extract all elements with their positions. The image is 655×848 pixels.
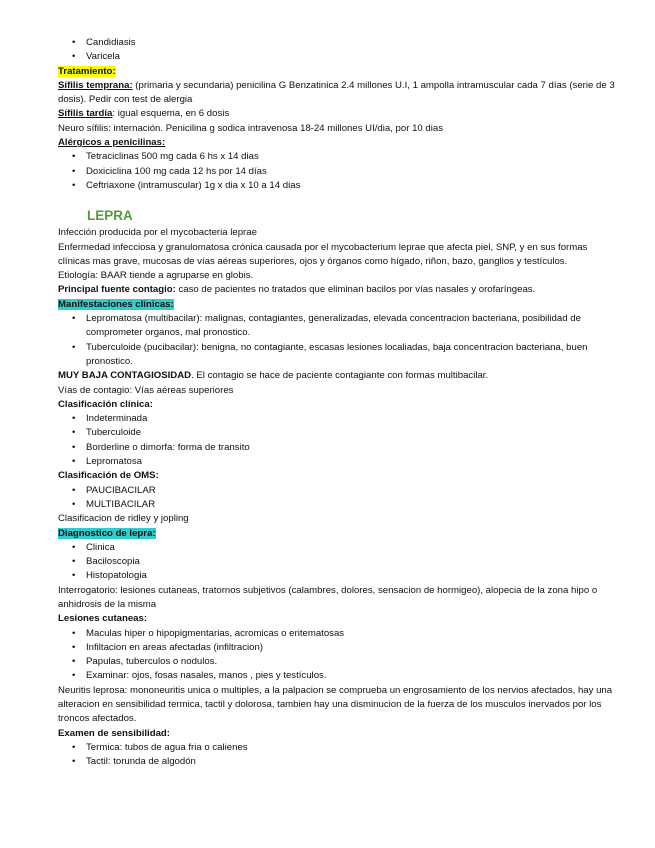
neuritis-paragraph: Neuritis leprosa: mononeuritis unica o multiples, a la palpacion se comprueba un engrosamiento de los nervios afectados, hay una alteracion en sensibilidad termica, tactil y dolorosa, tambien hay una disminucion de la fuerza de los musculos inervados por los troncos afectados.	[58, 684, 613, 725]
list-item: • Tetraciclinas 500 mg cada 6 hs x 14 dias	[86, 150, 615, 164]
sifilis-tardia-label: Sífilis tardía	[58, 108, 113, 120]
muy-baja-label: MUY BAJA CONTAGIOSIDAD	[58, 370, 192, 382]
lepra-intro-2: Enfermedad infecciosa y granulomatosa crónica causada por el mycobacterium leprae que afecta piel, SNP, y en sus formas clínicas mas grave, mucosas de vías aéreas superiores, ojos y órganos como hígado, riñon, bazo, ganglios y testículos.	[58, 241, 588, 267]
clasif-oms-list	[58, 484, 615, 513]
top-list	[58, 36, 615, 65]
tratamiento-heading	[58, 65, 615, 79]
diagnostico-heading-text: Diagnostico de lepra:	[58, 527, 156, 539]
list-item: • Candidiasis	[86, 36, 615, 50]
list-item: • Infiltacion en areas afectadas (infiltracion)	[86, 641, 615, 655]
manifestaciones-list	[58, 312, 615, 369]
examen-list	[58, 741, 615, 770]
alergicos-heading	[58, 136, 615, 150]
lesiones-heading: Lesiones cutaneas:	[58, 613, 148, 625]
list-item: • Tactil: torunda de algodón	[86, 755, 615, 769]
sifilis-temprana-paragraph	[58, 79, 615, 108]
sifilis-temprana-text: (primaria y secundaria) penicilina G Benzatinica 2.4 millones U.I, 1 ampolla intramuscular cada 7 días (serie de 3 dosis). Pedir con test de alergia	[58, 79, 615, 106]
sifilis-temprana-label: Sífilis temprana:	[58, 79, 133, 91]
clasif-oms-heading: Clasificación de OMS:	[58, 470, 159, 482]
list-item: • Clinica	[86, 541, 615, 555]
list-item: • Varicela	[86, 50, 615, 64]
list-item: • Indeterminada	[86, 412, 615, 426]
muy-baja-text: . El contagio se hace de paciente contagiante con formas multibacilar.	[191, 370, 489, 382]
diagnostico-heading	[58, 527, 615, 541]
list-item: • Histopatologia	[86, 569, 615, 583]
list-item: • Termica: tubos de agua fria o calienes	[86, 741, 615, 755]
sifilis-tardia-paragraph	[58, 107, 615, 121]
manifestaciones-heading	[58, 298, 615, 312]
list-item: • Tuberculoide	[86, 426, 615, 440]
sifilis-tardia-text: : igual esquema, en 6 dosis	[112, 108, 230, 120]
etiologia-paragraph: Etiología: BAAR tiende a agruparse en globis.	[58, 270, 254, 282]
interrogatorio-paragraph: Interrogatorio: lesiones cutaneas, tratornos subjetivos (calambres, dolores, sensacion de hormigeo), alopecia de la zona hipo o anhidrosis de la misma	[58, 584, 598, 610]
vias-contagio-paragraph: Vías de contagio: Vías aéreas superiores	[58, 384, 234, 396]
list-item: • Papulas, tuberculos o nodulos.	[86, 655, 615, 669]
examen-heading: Examen de sensibilidad:	[58, 727, 170, 739]
list-item: • Tuberculoide (pucibacilar): benigna, no contagiante, escasas lesiones localiadas, baja concentracion bacteriana, buen pronostico.	[86, 341, 615, 370]
principal-label: Principal fuente contagio:	[58, 284, 176, 296]
list-item: • Baciloscopia	[86, 555, 615, 569]
list-item: • Ceftriaxone (intramuscular) 1g x dia x 10 a 14 dias	[86, 179, 615, 193]
alergicos-heading-text: Alérgicos a penicilinas:	[58, 137, 166, 149]
clasif-clinica-list	[58, 412, 615, 469]
list-item: • Borderline o dimorfa: forma de transito	[86, 441, 615, 455]
lesiones-list	[58, 627, 615, 684]
list-item: • MULTIBACILAR	[86, 498, 615, 512]
list-item: • PAUCIBACILAR	[86, 484, 615, 498]
clasif-clinica-heading: Clasificación clínica:	[58, 398, 153, 410]
manifestaciones-heading-text: Manifestaciones clínicas:	[58, 298, 174, 310]
list-item: • Lepromatosa	[86, 455, 615, 469]
list-item: • Lepromatosa (multibacilar): malignas, contagiantes, generalizadas, elevada concentracion bacteriana, posibilidad de comprometer organos, mal pronostico.	[86, 312, 615, 341]
neuro-sifilis-paragraph: Neuro sífilis: internación. Penicilina g sodica intravenosa 18-24 millones UI/dia, por 10 dias	[58, 122, 444, 134]
muy-baja-paragraph	[58, 369, 615, 383]
ridley-paragraph: Clasificacion de ridley y jopling	[58, 513, 189, 525]
principal-paragraph	[58, 283, 615, 297]
list-item: • Maculas hiper o hipopigmentarias, acromicas o eritematosas	[86, 627, 615, 641]
principal-text: caso de pacientes no tratados que eliminan bacilos por vías nasales y orofaríngeas.	[175, 284, 536, 296]
lepra-intro-1: Infección producida por el mycobacteria leprae	[58, 227, 257, 239]
list-item: • Doxiciclina 100 mg cada 12 hs por 14 días	[86, 165, 615, 179]
alergicos-list	[58, 150, 615, 193]
tratamiento-heading-text: Tratamiento:	[58, 65, 116, 77]
list-item: • Examinar: ojos, fosas nasales, manos , pies y testículos.	[86, 669, 615, 683]
diagnostico-list	[58, 541, 615, 584]
lepra-title: LEPRA	[87, 208, 133, 224]
